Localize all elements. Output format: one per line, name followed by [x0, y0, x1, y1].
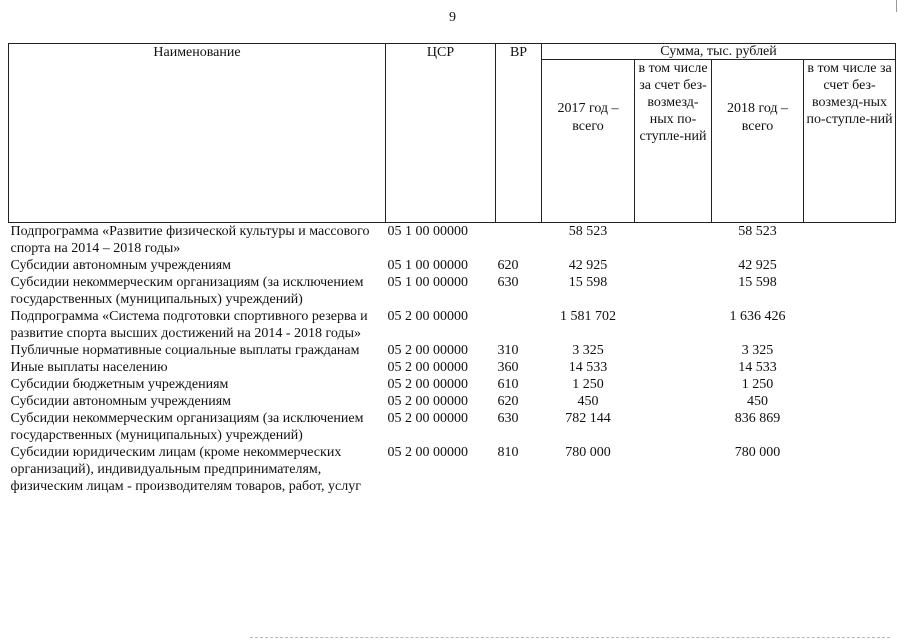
row-2018-grants	[804, 257, 896, 274]
row-vr: 630	[497, 411, 519, 426]
row-csr: 05 2 00 00000	[387, 445, 468, 460]
row-2018-grants	[804, 444, 896, 495]
header-csr: ЦСР	[386, 44, 496, 223]
header-2017-total: 2017 год – всего	[542, 60, 635, 223]
row-name: Субсидии автономным учреждениям	[10, 394, 232, 409]
row-csr: 05 2 00 00000	[387, 343, 468, 358]
row-2018-total: 3 325	[741, 343, 774, 358]
row-name: Публичные нормативные социальные выплаты гражданам	[10, 343, 360, 358]
row-2017-total: 450	[577, 394, 599, 409]
row-2018-grants	[804, 274, 896, 308]
row-2018-total: 1 250	[741, 377, 774, 392]
row-2017-total: 782 144	[565, 411, 611, 426]
row-name: Подпрограмма «Система подготовки спортивного резерва и развитие спорта высших достижений на 2014 - 2018 годы»	[10, 309, 368, 341]
row-csr: 05 2 00 00000	[387, 309, 468, 324]
row-csr: 05 2 00 00000	[387, 394, 468, 409]
row-2018-grants	[804, 342, 896, 359]
row-2018-grants	[804, 410, 896, 444]
row-2018-total: 780 000	[734, 445, 781, 460]
row-vr: 360	[497, 360, 519, 375]
row-2017-total: 1 250	[572, 377, 604, 392]
row-2018-total: 42 925	[738, 258, 777, 273]
table-row	[9, 308, 896, 342]
row-vr: 810	[497, 445, 519, 460]
table-row	[9, 359, 896, 376]
row-vr: 630	[497, 275, 519, 290]
row-2017-grants	[635, 308, 712, 342]
header-2017-grants: в том числе за счет без-возмезд-ных по-ступле-ний	[635, 60, 712, 223]
table-body	[9, 223, 896, 496]
header-2018-grants: в том числе за счет без-возмезд-ных по-ступле-ний	[804, 60, 896, 223]
table-row	[9, 342, 896, 359]
row-2017-grants	[635, 444, 712, 495]
row-2018-total: 15 598	[738, 275, 777, 290]
row-2017-total: 15 598	[568, 275, 608, 290]
table-header	[9, 44, 896, 223]
row-2018-grants	[804, 376, 896, 393]
row-csr: 05 2 00 00000	[387, 377, 468, 392]
header-vr: ВР	[496, 44, 542, 223]
row-2018-total: 836 869	[734, 411, 781, 426]
row-name: Субсидии бюджетным учреждениям	[10, 377, 229, 392]
header-name: Наименование	[9, 44, 386, 223]
budget-table	[8, 43, 896, 495]
row-vr: 620	[497, 258, 519, 273]
header-2018-total: 2018 год – всего	[712, 60, 804, 223]
table-row	[9, 410, 896, 444]
table-row	[9, 376, 896, 393]
row-name: Иные выплаты населению	[10, 360, 168, 375]
row-2018-total: 58 523	[738, 224, 777, 239]
row-csr: 05 2 00 00000	[387, 360, 468, 375]
row-2017-grants	[635, 410, 712, 444]
row-name: Субсидии некоммерческим организациям (за исключением государственных (муниципальных) учреждений)	[10, 275, 364, 307]
row-name: Субсидии автономным учреждениям	[10, 258, 232, 273]
row-vr	[496, 308, 542, 342]
row-2017-grants	[635, 376, 712, 393]
row-2017-grants	[635, 223, 712, 258]
row-name: Подпрограмма «Развитие физической культуры и массового спорта на 2014 – 2018 годы»	[10, 224, 370, 256]
row-2017-total: 14 533	[568, 360, 608, 375]
row-2018-grants	[804, 308, 896, 342]
row-2018-total: 450	[747, 394, 768, 409]
table-row	[9, 223, 896, 258]
row-name: Субсидии некоммерческим организациям (за исключением государственных (муниципальных) учреждений)	[10, 411, 364, 443]
header-sum-title: Сумма, тыс. рублей	[542, 44, 896, 60]
table-row	[9, 393, 896, 410]
row-vr: 610	[497, 377, 519, 392]
row-2017-total: 1 581 702	[560, 309, 616, 324]
row-2018-total: 1 636 426	[729, 309, 786, 324]
footer-divider	[250, 637, 890, 638]
row-name: Субсидии юридическим лицам (кроме некоммерческих организаций), индивидуальным предпринимателям, физическим лицам - производителям товаров, работ, услуг	[10, 445, 361, 494]
row-2017-grants	[635, 393, 712, 410]
row-csr: 05 1 00 00000	[387, 224, 468, 239]
row-2018-total: 14 533	[738, 360, 777, 375]
table-row	[9, 274, 896, 308]
row-csr: 05 2 00 00000	[387, 411, 468, 426]
page-number: 9	[449, 10, 456, 25]
table-row	[9, 444, 896, 495]
row-2017-total: 3 325	[572, 343, 604, 358]
row-vr: 620	[497, 394, 519, 409]
row-csr: 05 1 00 00000	[387, 275, 468, 290]
table-row	[9, 257, 896, 274]
row-2018-grants	[804, 223, 896, 258]
row-2017-grants	[635, 257, 712, 274]
row-2017-grants	[635, 274, 712, 308]
row-csr: 05 1 00 00000	[387, 258, 468, 273]
row-2017-grants	[635, 359, 712, 376]
row-2017-total: 58 523	[568, 224, 608, 239]
row-vr: 310	[497, 343, 519, 358]
row-vr	[496, 223, 542, 258]
row-2018-grants	[804, 393, 896, 410]
row-2017-total: 42 925	[568, 258, 608, 273]
row-2017-grants	[635, 342, 712, 359]
row-2017-total: 780 000	[565, 445, 611, 460]
row-2018-grants	[804, 359, 896, 376]
